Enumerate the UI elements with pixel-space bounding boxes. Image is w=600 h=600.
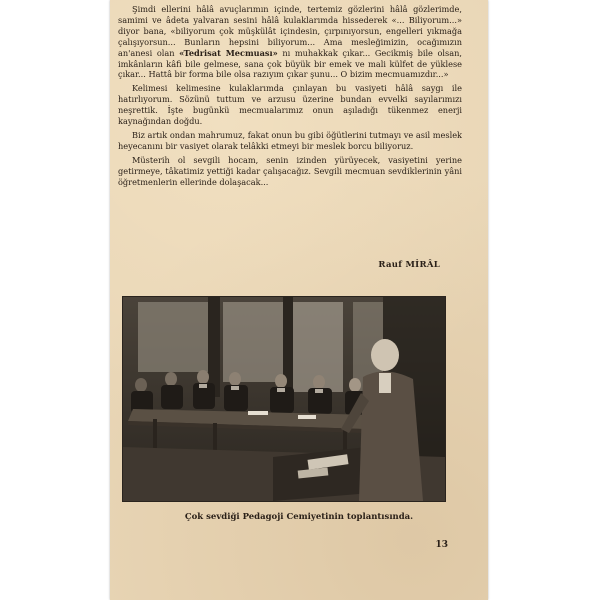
meeting-photo [122,296,446,502]
paragraph: Şimdi ellerini hâlâ avuçlarımın içinde, tertemiz gözlerini hâlâ gözlerimde, samimi ve âdeta yalvaran sesini hâlâ kulaklarımda hissederek «... Biliyorum...» diyor bana, «biliyorum çok müşkülât içindesin, çırpınıyorsun, engelleri yıkmağa çalışıyorsun... Bunların hepsini biliyorum... Ama mesleğimizin, ocağımızın an'anesi olan «Tedrisat Mecmuası» nı muhakkak çıkar... Gecikmiş bile olsan, imkânların kâfi bile gelmese, sana çok büyük bir emek ve mali külfet de yüklese çıkar... Hattâ bir forma bile olsa razıyım çıkar şunu... O bizim mecmuamızdır...» [118,4,463,80]
paragraph: Müsterih ol sevgili hocam, senin izinden yürüyecek, vasiyetini yerine getirmeye, tâkatimiz yettiği kadar çalışacağız. Sevgili mecmuan sevdiklerinin yâni öğretmenlerin ellerinde dolaşacak... [118,154,462,187]
author-signature: Rauf MİRÂL [378,260,440,270]
photo-caption: Çok sevdiği Pedagoji Cemiyetinin toplantısında. [184,512,414,522]
book-page [110,0,488,600]
page-number: 13 [435,540,448,550]
meeting-photo-illustration [123,297,445,501]
article-body [118,4,462,191]
journal-name: «Tedrisat Mecmuası» [179,47,278,58]
paragraph: Biz artık ondan mahrumuz, fakat onun bu gibi öğütlerini tutmayı ve asil meslek heyecanını bir vasiyet olarak telâkki etmeyi bir meslek borcu biliyoruz. [118,129,462,151]
paragraph: Kelimesi kelimesine kulaklarımda çınlayan bu vasiyeti hâlâ saygı ile hatırlıyorum. Sözünü tuttum ve arzusu üzerine bundan evvelki sayılarımızı neşrettik. İşte bugünkü mecmualarımız onun aşıladığı tükenmez enerji kaynağından doğdu. [118,83,462,127]
